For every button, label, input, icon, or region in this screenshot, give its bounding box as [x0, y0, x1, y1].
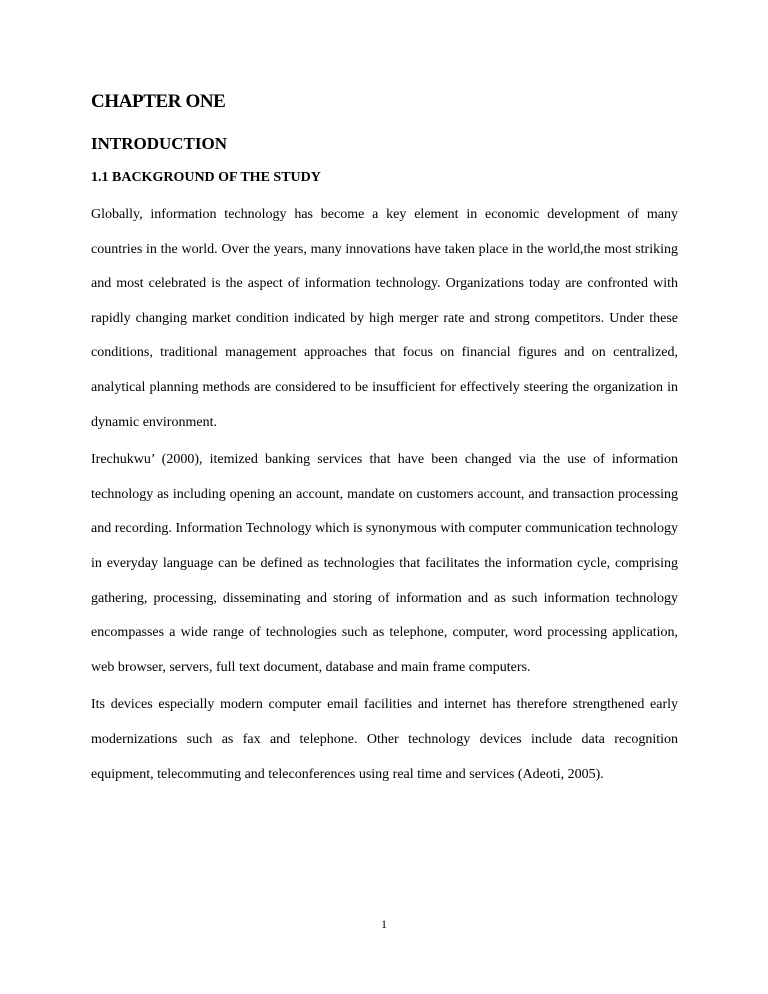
chapter-heading: CHAPTER ONE	[91, 91, 226, 112]
section-heading: INTRODUCTION	[91, 134, 228, 153]
paragraph-2: Irechukwu’ (2000), itemized banking services that have been changed via the use of information technology as including opening an account, mandate on customers account, and transaction processing and recording. Information Technology which is synonymous with computer communication technology in everyday language can be defined as technologies that facilitates the information cycle, comprising gathering, processing, disseminating and storing of information and as such information technology encompasses a wide range of technologies such as telephone, computer, word processing application, web browser, servers, full text document, database and main frame computers.	[91, 452, 678, 675]
page-content	[91, 88, 678, 792]
page-number: 1	[381, 917, 387, 931]
paragraph-1: Globally, information technology has become a key element in economic development of many countries in the world. Over the years, many innovations have taken place in the world,the most striking and most celebrated is the aspect of information technology. Organizations today are confronted with rapidly changing market condition indicated by high merger rate and strong competitors. Under these conditions, traditional management approaches that focus on financial figures and on centralized, analytical planning methods are considered to be insufficient for effectively steering the organization in dynamic environment.	[91, 207, 678, 430]
paragraph-3: Its devices especially modern computer email facilities and internet has therefore strengthened early modernizations such as fax and telephone. Other technology devices include data recognition equipment, telecommuting and teleconferences using real time and services (Adeoti, 2005).	[91, 697, 678, 782]
subsection-heading: 1.1 BACKGROUND OF THE STUDY	[91, 170, 321, 185]
